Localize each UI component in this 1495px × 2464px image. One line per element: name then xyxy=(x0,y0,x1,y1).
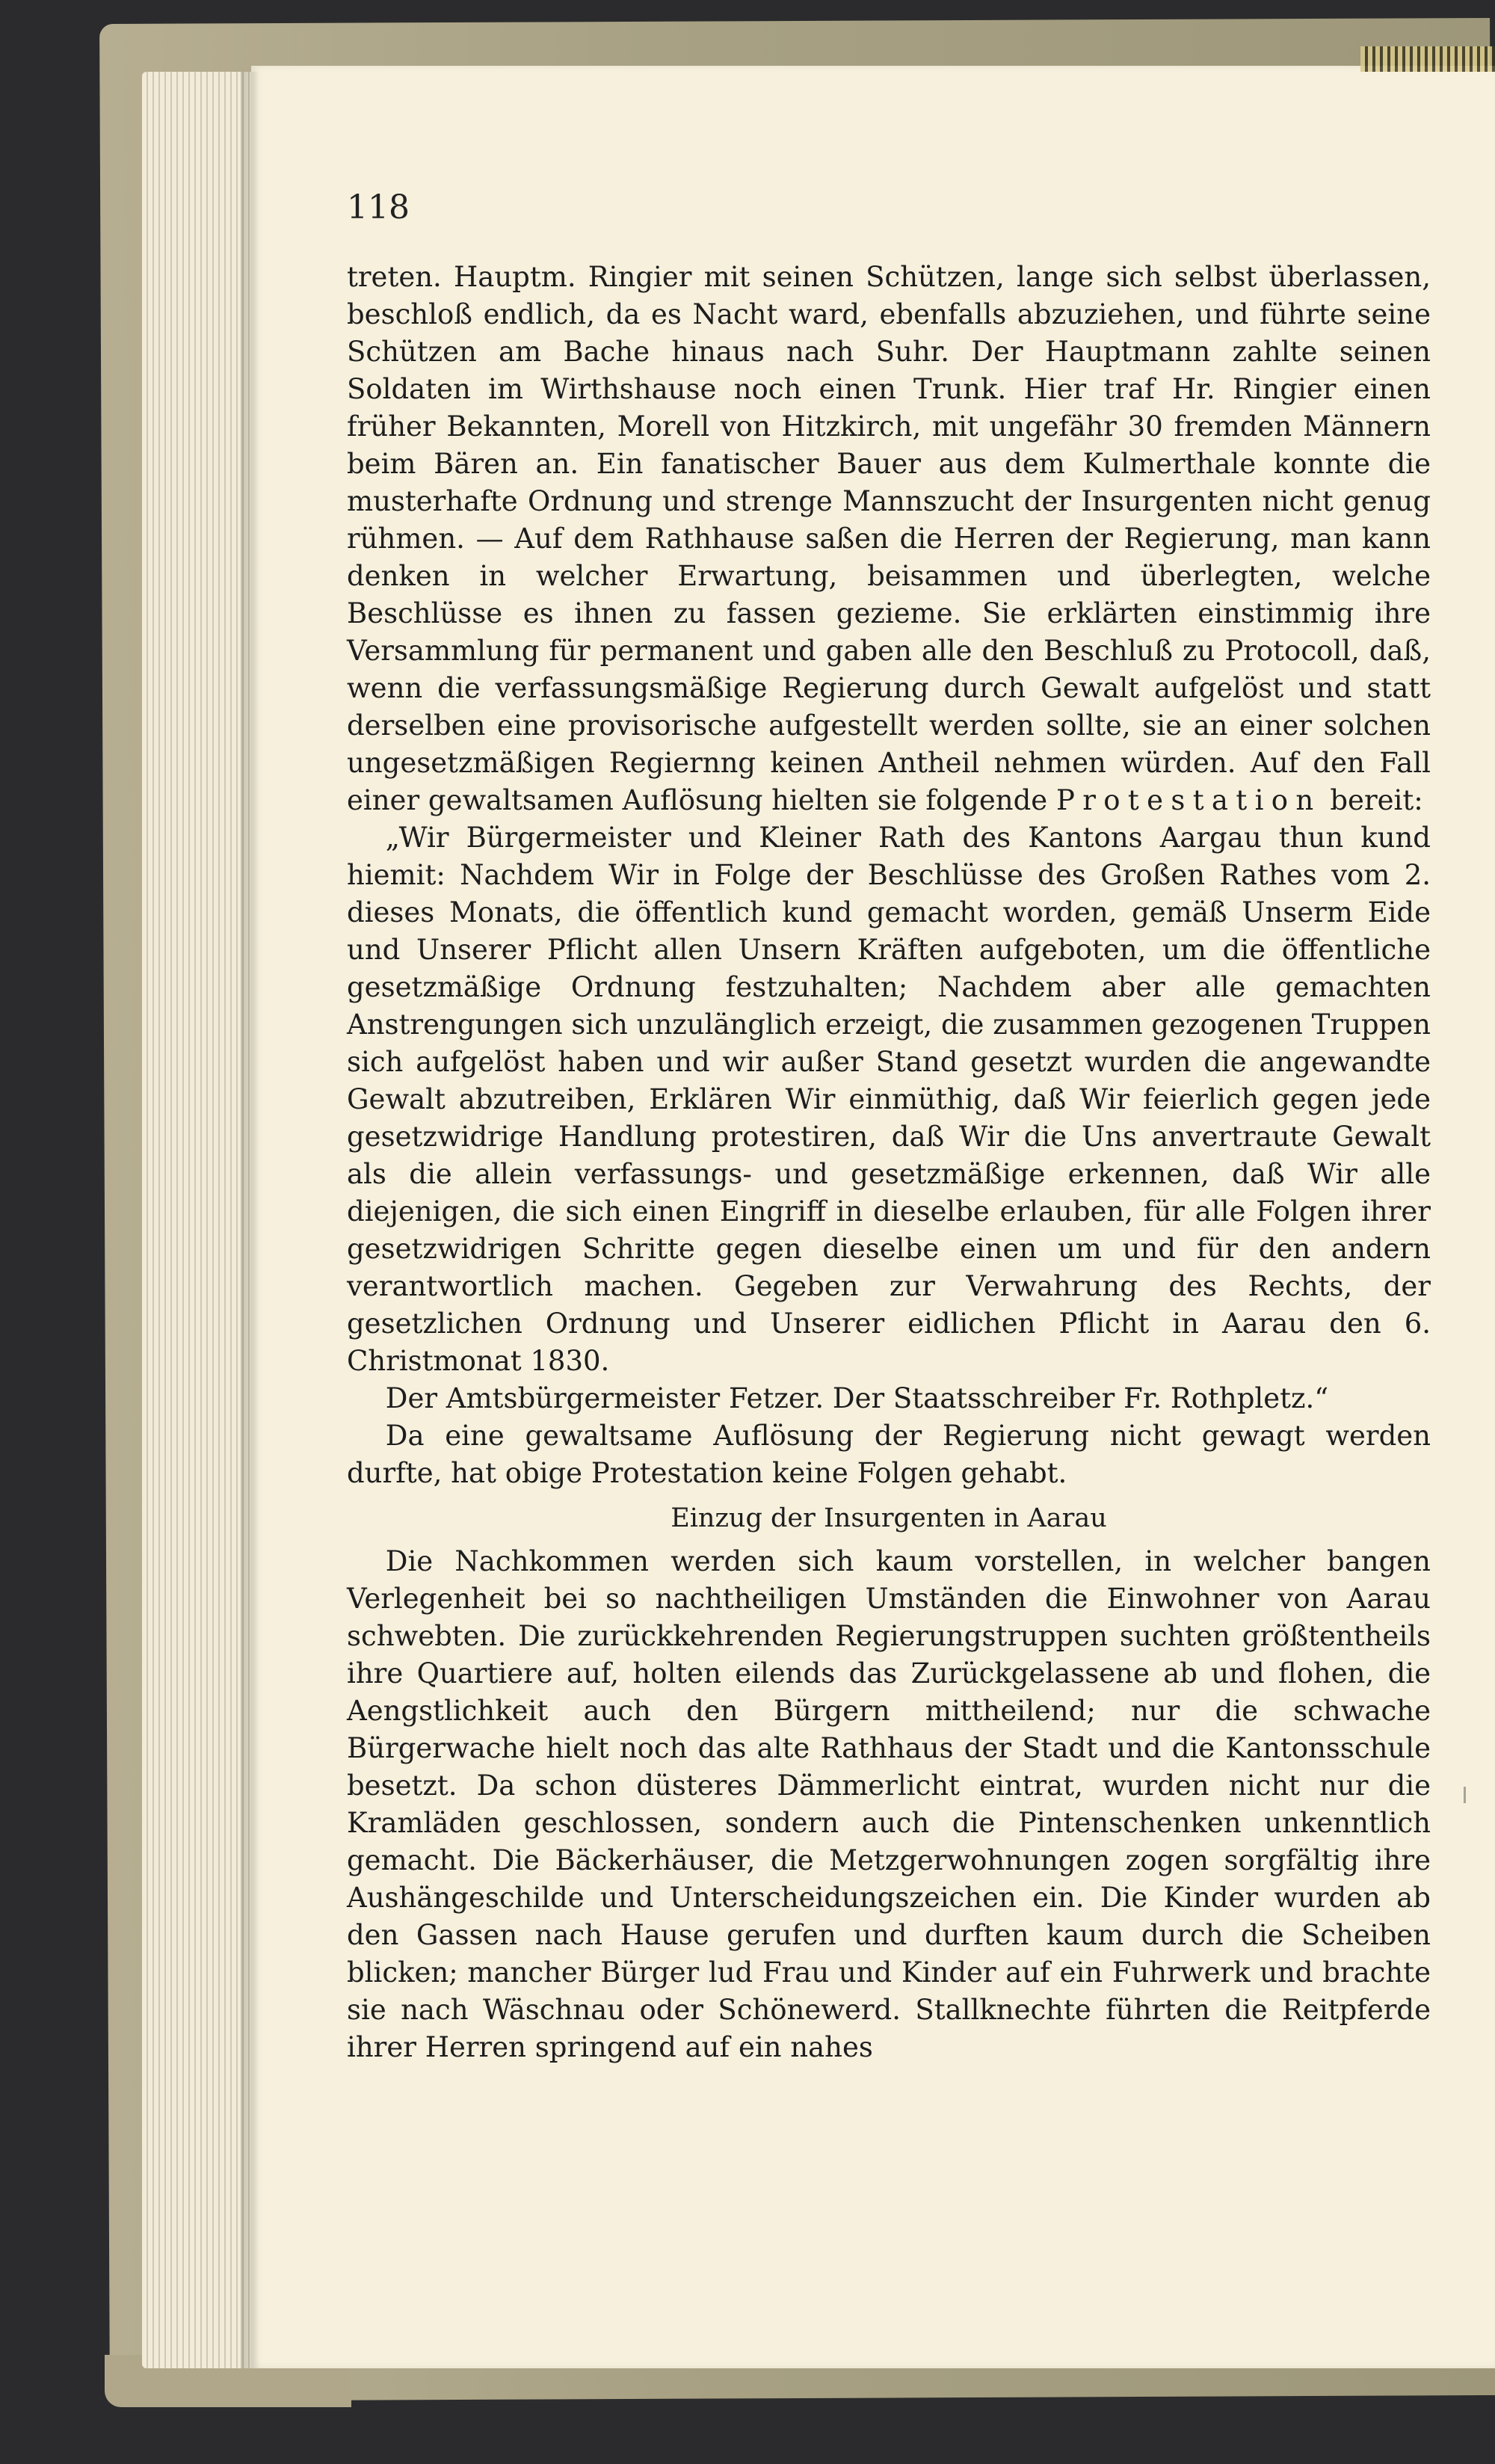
paragraph-narrative-3: Die Nachkommen werden sich kaum vorstellen, in welcher bangen Verlegenheit bei so nachtheiligen Umständen die Einwohner von Aarau schwebten. Die zurückkehrenden Regierungstruppen suchten größtentheils ihre Quartiere auf, holten eilends das Zurückgelassene ab und flohen, die Aengstlichkeit auch den Bürgern mittheilend; nur die schwache Bürgerwache hielt noch das alte Rathhaus der Stadt und die Kantonsschule besetzt. Da schon düsteres Dämmerlicht eintrat, wurden nicht nur die Kramläden geschlossen, sondern auch die Pintenschenken unkenntlich gemacht. Die Bäckerhäuser, die Metzgerwohnungen zogen sorgfältig ihre Aushängeschilde und Unterscheidungszeichen ein. Die Kinder wurden ab den Gassen nach Hause gerufen und durften kaum durch die Scheiben blicken; mancher Bürger lud Frau und Kinder auf ein Fuhrwerk und brachte sie nach Wäschnau oder Schönewerd. Stallknechte führten die Reitpferde ihrer Herren springend auf ein nahes xyxy=(347,1545,1431,2063)
section-heading: Einzug der Insurgenten in Aarau xyxy=(671,1503,1107,1533)
paragraph-narrative-1 xyxy=(347,259,1431,819)
protest-quote: „Wir Bürgermeister und Kleiner Rath des Kantons Aargau thun kund hiemit: Nachdem Wir in Folge der Beschlüsse des Großen Rathes vom 2. dieses Monats, die öffentlich kund gemacht worden, gemäß Unserm Eide und Unserer Pflicht allen Unsern Kräften aufgeboten, um die öffentliche gesetzmäßige Ordnung festzuhalten; Nachdem aber alle gemachten Anstrengungen sich unzulänglich erzeigt, die zusammen gezogenen Truppen sich aufgelöst haben und wir außer Stand gesetzt wurden die angewandte Gewalt abzutreiben, Erklären Wir einmüthig, daß Wir feierlich gegen jede gesetzwidrige Handlung protestiren, daß Wir die Uns anvertraute Gewalt als die allein verfassungs- und gesetzmäßige erkennen, daß Wir alle diejenigen, die sich einen Eingriff in dieselbe erlauben, für alle Folgen ihrer gesetzwidrigen Schritte gegen dieselbe einen um und für den andern verantwortlich machen. Gegeben zur Verwahrung des Rechts, der gesetzlichen Ordnung und Unserer eidlichen Pflicht in Aarau den 6. Christmonat 1830. xyxy=(347,822,1431,1377)
spine-shadow xyxy=(241,72,260,2368)
paragraph-narrative-2: Da eine gewaltsame Auflösung der Regierung nicht gewagt werden durfte, hat obige Protestation keine Folgen gehabt. xyxy=(347,1420,1431,1489)
page-edges xyxy=(142,72,254,2368)
emphasized-word: Protestation xyxy=(1055,784,1322,816)
protest-signature: Der Amtsbürgermeister Fetzer. Der Staatsschreiber Fr. Rothpletz.“ xyxy=(385,1382,1329,1414)
paragraph-text: treten. Hauptm. Ringier mit seinen Schützen, lange sich selbst überlassen, beschloß endlich, da es Nacht ward, ebenfalls abzuziehen, und führte seine Schützen am Bache hinaus nach Suhr. Der Hauptmann zahlte seinen Soldaten im Wirthshause noch einen Trunk. Hier traf Hr. Ringier einen früher Bekannten, Morell von Hitzkirch, mit ungefähr 30 fremden Männern beim Bären an. Ein fanatischer Bauer aus dem Kulmerthale konnte die musterhafte Ordnung und strenge Mannszucht der Insurgenten nicht genug rühmen. — Auf dem Rathhause saßen die Herren der Regierung, man kann denken in welcher Erwartung, beisammen und überlegten, welche Beschlüsse es ihnen zu fassen gezieme. Sie erklärten einstimmig ihre Versammlung für permanent und gaben alle den Beschluß zu Protocoll, daß, wenn die verfassungsmäßige Regierung durch Gewalt aufgelöst und statt derselben eine provisorische aufgestellt werden sollte, sie an einer solchen ungesetzmäßigen Regiernng keinen Antheil nehmen würden. Auf den Fall einer gewaltsamen Auflösung hielten sie folgende xyxy=(347,261,1431,816)
next-volume-edge xyxy=(1360,46,1495,72)
paragraph-end: bereit: xyxy=(1330,784,1423,816)
page-body xyxy=(347,259,1431,2066)
page-number: 118 xyxy=(347,188,410,227)
page-mark xyxy=(1464,1787,1466,1803)
